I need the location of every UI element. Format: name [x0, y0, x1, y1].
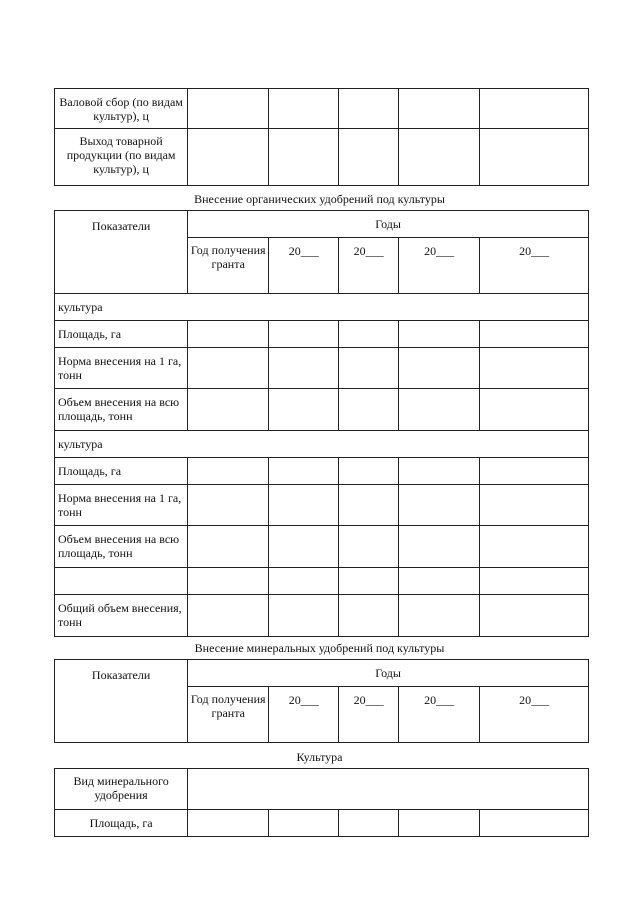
- table-cell[interactable]: [480, 595, 589, 637]
- table-cell[interactable]: [269, 526, 339, 568]
- table-cell[interactable]: [188, 129, 269, 186]
- table-cell[interactable]: [188, 389, 269, 431]
- row-label-fertilizer-type: Вид минерального удобрения: [55, 769, 188, 810]
- table-cell[interactable]: [269, 348, 339, 389]
- table-cell[interactable]: [399, 810, 480, 837]
- table-cell[interactable]: [55, 568, 188, 595]
- table-cell[interactable]: [339, 595, 399, 637]
- header-year: 20___: [399, 238, 480, 294]
- table-cell[interactable]: [399, 89, 480, 129]
- table-cell[interactable]: [339, 485, 399, 526]
- row-label-volume: Объем внесения на всю площадь, тонн: [55, 389, 188, 431]
- table-cell[interactable]: [339, 810, 399, 837]
- header-years: Годы: [188, 211, 589, 238]
- table-cell[interactable]: [269, 595, 339, 637]
- header-indicators: Показатели: [55, 660, 188, 743]
- header-year: 20___: [480, 687, 589, 743]
- table-cell[interactable]: [188, 485, 269, 526]
- table-cell[interactable]: [339, 348, 399, 389]
- table-cell[interactable]: [480, 526, 589, 568]
- table-cell[interactable]: [480, 810, 589, 837]
- table-cell[interactable]: [399, 485, 480, 526]
- table-cell[interactable]: [269, 89, 339, 129]
- table-cell[interactable]: [188, 810, 269, 837]
- organic-fertilizer-table: [54, 210, 589, 637]
- header-year: 20___: [480, 238, 589, 294]
- culture-caption: Культура: [296, 750, 343, 764]
- header-year: 20___: [269, 687, 339, 743]
- table-cell[interactable]: [480, 348, 589, 389]
- table-cell[interactable]: [339, 568, 399, 595]
- row-label-area: Площадь, га: [55, 810, 188, 837]
- table-cell[interactable]: [339, 321, 399, 348]
- table-cell[interactable]: [399, 458, 480, 485]
- table-cell[interactable]: [188, 595, 269, 637]
- section-culture-2: культура: [55, 431, 589, 458]
- header-year: 20___: [339, 238, 399, 294]
- header-years: Годы: [188, 660, 589, 687]
- table-cell[interactable]: [269, 321, 339, 348]
- table-cell[interactable]: [480, 485, 589, 526]
- table-cell[interactable]: [339, 89, 399, 129]
- table-cell[interactable]: [269, 485, 339, 526]
- table-cell[interactable]: [188, 321, 269, 348]
- row-label-area: Площадь, га: [55, 321, 188, 348]
- table-cell[interactable]: [269, 568, 339, 595]
- table-cell[interactable]: [188, 568, 269, 595]
- yield-table: [54, 88, 589, 186]
- row-label-area: Площадь, га: [55, 458, 188, 485]
- header-year: 20___: [399, 687, 480, 743]
- header-grant-year: Год получения гранта: [188, 238, 269, 294]
- table-cell[interactable]: [188, 348, 269, 389]
- table-cell[interactable]: [188, 89, 269, 129]
- header-indicators: Показатели: [55, 211, 188, 294]
- header-year: 20___: [269, 238, 339, 294]
- table-cell[interactable]: [399, 389, 480, 431]
- table-cell[interactable]: [339, 129, 399, 186]
- row-label-gross-harvest: Валовой сбор (по видам культур), ц: [55, 89, 188, 129]
- culture-table: [54, 768, 589, 837]
- mineral-fertilizer-table: [54, 659, 589, 743]
- table-cell[interactable]: [399, 526, 480, 568]
- table-cell[interactable]: [480, 568, 589, 595]
- table-cell[interactable]: [188, 526, 269, 568]
- table-cell[interactable]: [480, 389, 589, 431]
- table-cell[interactable]: [480, 89, 589, 129]
- header-year: 20___: [339, 687, 399, 743]
- table-cell[interactable]: [399, 595, 480, 637]
- table-cell[interactable]: [269, 458, 339, 485]
- table-cell[interactable]: [480, 458, 589, 485]
- row-label-norm: Норма внесения на 1 га, тонн: [55, 348, 188, 389]
- table-cell[interactable]: [269, 389, 339, 431]
- table-cell[interactable]: [269, 129, 339, 186]
- table-cell[interactable]: [339, 458, 399, 485]
- row-label-volume: Объем внесения на всю площадь, тонн: [55, 526, 188, 568]
- table-cell[interactable]: [269, 810, 339, 837]
- organic-fertilizer-caption: Внесение органических удобрений под культуры: [194, 192, 445, 206]
- table-cell[interactable]: [480, 129, 589, 186]
- table-cell[interactable]: [399, 348, 480, 389]
- table-cell[interactable]: [399, 321, 480, 348]
- table-cell[interactable]: [188, 769, 589, 810]
- table-cell[interactable]: [339, 389, 399, 431]
- row-label-marketable-output: Выход товарной продукции (по видам культур), ц: [55, 129, 188, 186]
- table-cell[interactable]: [188, 458, 269, 485]
- row-label-norm: Норма внесения на 1 га, тонн: [55, 485, 188, 526]
- header-grant-year: Год получения гранта: [188, 687, 269, 743]
- table-cell[interactable]: [339, 526, 399, 568]
- table-cell[interactable]: [399, 129, 480, 186]
- mineral-fertilizer-caption: Внесение минеральных удобрений под культуры: [194, 641, 445, 655]
- table-cell[interactable]: [480, 321, 589, 348]
- table-cell[interactable]: [399, 568, 480, 595]
- row-label-total: Общий объем внесения, тонн: [55, 595, 188, 637]
- section-culture-1: культура: [55, 294, 589, 321]
